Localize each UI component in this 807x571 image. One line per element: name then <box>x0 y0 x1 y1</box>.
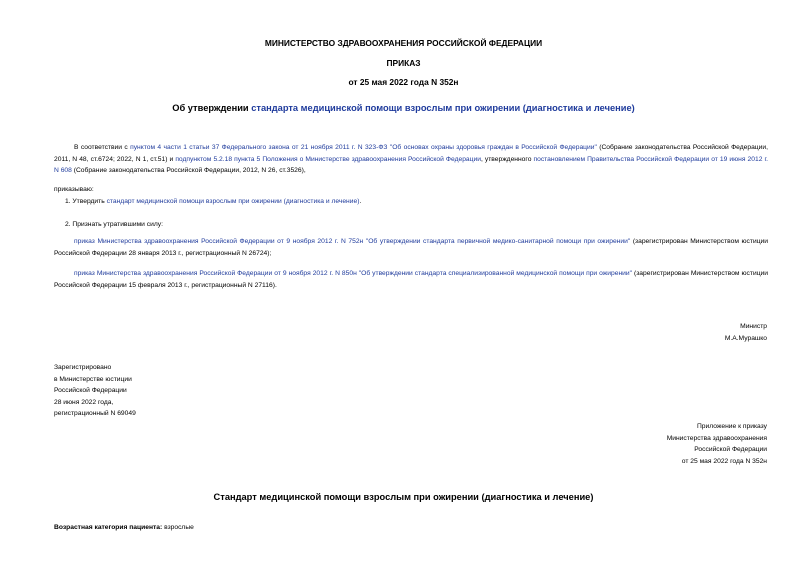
registration-line-2: в Министерстве юстиции <box>54 375 132 383</box>
doc-type-heading: ПРИКАЗ <box>386 58 421 68</box>
registration-line-1: Зарегистрировано <box>54 364 112 371</box>
standard-title: Стандарт медицинской помощи взрослым при ожирении (диагностика и лечение) <box>213 492 594 502</box>
order-word: приказываю: <box>54 186 94 193</box>
age-category-value: взрослые <box>162 524 194 531</box>
government-resolution-link[interactable]: постановлением Правительства Российской Федерации от 19 июня 2012 г. N 608 <box>54 155 768 175</box>
order-item-2: 2. Признать утратившими силу: <box>65 221 163 228</box>
age-category <box>54 522 194 534</box>
appendix-line-1: Приложение к приказу <box>697 423 767 430</box>
signature-block <box>725 321 767 344</box>
title-prefix: Об утверждении <box>172 103 252 113</box>
item1-text: 1. Утвердить <box>65 198 107 205</box>
order-item-1 <box>65 196 361 208</box>
order-850n-link[interactable]: приказ Министерства здравоохранения Российской Федерации от 9 ноября 2012 г. N 850н "Об утверждении стандарта специализированной медицинской помощи при ожирении" <box>74 270 632 277</box>
preamble-paragraph <box>54 142 768 177</box>
repeal-item-2 <box>54 268 768 291</box>
regulation-link[interactable]: подпунктом 5.2.18 пункта 5 Положения о Министерстве здравоохранения Российской Федерации <box>175 155 481 163</box>
appendix-block <box>667 421 767 467</box>
doc-date-line: от 25 мая 2022 года N 352н <box>348 77 459 87</box>
signature-name: М.А.Мурашко <box>724 334 767 342</box>
appendix-line-3: Российской Федерации <box>694 446 767 454</box>
item1-end: . <box>359 198 362 205</box>
repeal-item-1 <box>54 236 768 259</box>
registration-line-3: Российской Федерации <box>54 387 127 395</box>
ministry-heading: МИНИСТЕРСТВО ЗДРАВООХРАНЕНИЯ РОССИЙСКОЙ ФЕДЕРАЦИИ <box>264 38 543 48</box>
signature-position: Министр <box>740 323 767 330</box>
registration-line-5: регистрационный N 69049 <box>54 410 136 418</box>
registration-block <box>54 362 136 420</box>
preamble-text-2: (Собрание законодательства Российской Федерации, 2011, N 48, ст.6724; 2022, N 1, ст.51) и <box>54 144 768 163</box>
title-link[interactable]: стандарта медицинской помощи взрослым при ожирении (диагностика и лечение) <box>251 103 635 113</box>
law-323-link[interactable]: пунктом 4 части 1 статьи 37 Федерального закона от 21 ноября 2011 г. N 323-ФЗ "Об основах охраны здоровья граждан в Российской Федерации" <box>130 144 597 151</box>
appendix-line-2: Министерства здравоохранения <box>666 434 767 442</box>
preamble-text-3: , утвержденного <box>480 155 534 163</box>
age-category-label: Возрастная категория пациента: <box>54 524 163 531</box>
registration-line-4: 28 июня 2022 года, <box>54 398 114 406</box>
order-752n-link[interactable]: приказ Министерства здравоохранения Российской Федерации от 9 ноября 2012 г. N 752н "Об утверждении стандарта первичной медико-санитарной помощи при ожирении" <box>74 238 631 245</box>
repeal2-text: (зарегистрирован Министерством юстиции Российской Федерации 15 февраля 2013 г., регистрационный N 27116). <box>54 270 768 289</box>
repeal1-text: (зарегистрирован Министерством юстиции Российской Федерации 28 января 2013 г., регистрационный N 26724); <box>54 238 768 257</box>
document-title <box>0 103 807 113</box>
preamble-text-1: В соответствии с <box>74 144 131 151</box>
preamble-text-4: (Собрание законодательства Российской Федерации, 2012, N 26, ст.3526), <box>71 167 306 175</box>
standard-link[interactable]: стандарт медицинской помощи взрослым при ожирении (диагностика и лечение) <box>106 198 360 205</box>
appendix-line-4: от 25 мая 2022 года N 352н <box>681 457 767 465</box>
